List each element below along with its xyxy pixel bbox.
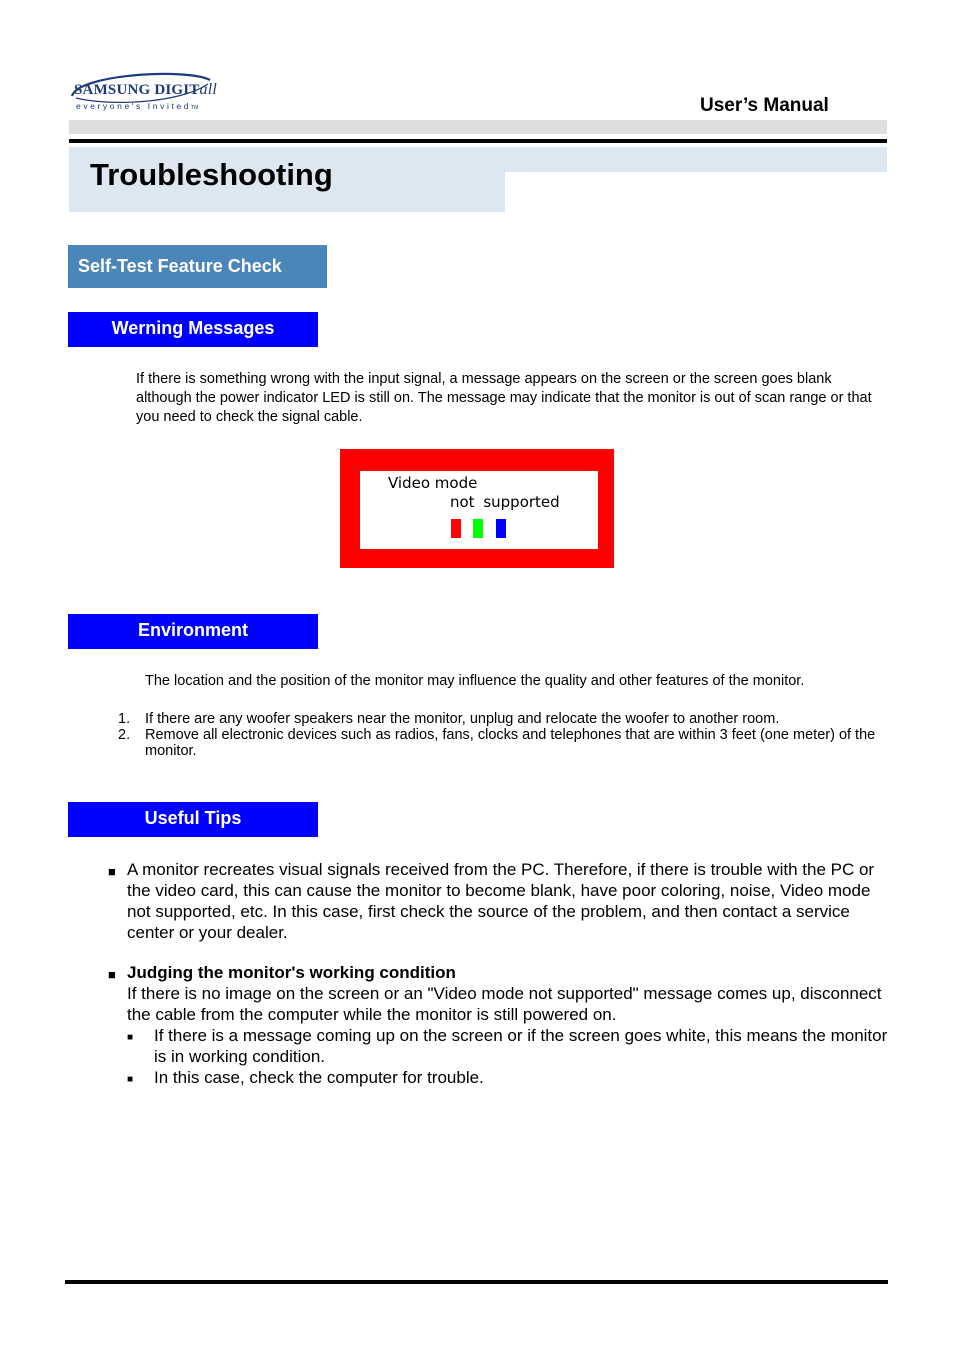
header-gray-bar [69,120,887,134]
title-background-notch [505,172,519,186]
tip-item [108,859,888,943]
warning-message-box [360,471,598,549]
header-rule [69,139,887,143]
red-swatch [451,519,461,538]
list-text: Remove all electronic devices such as radios, fans, clocks and telephones that are within 3 feet (one meter) of the monitor. [145,727,876,759]
environment-list [110,711,890,759]
sub-tip-text: If there is a message coming up on the screen or if the screen goes white, this means the monitor is in working condition. [154,1026,888,1066]
logo-brand: SAMSUNG DIGITall [74,81,218,98]
tip-text: A monitor recreates visual signals received from the PC. Therefore, if there is trouble with the PC or the video card, this can cause the monitor to become blank, have poor coloring, noise, Video mode not supported, etc. In this case, first check the source of the problem, and then contact a service center or your dealer. [127,860,875,942]
samsung-logo [68,70,218,116]
logo-tagline: everyone's InvitedTM [76,101,199,111]
sub-header-environment: Environment [68,614,318,649]
logo-tm: TM [191,105,199,111]
list-item [110,711,890,727]
warning-description: If there is something wrong with the input signal, a message appears on the screen or the screen goes blank although the power indicator LED is still on. The message may indicate that the monitor is out of scan range or that you need to check the signal cable. [136,371,872,425]
warning-message-line1: Video mode [388,474,478,492]
sub-tip-text: In this case, check the computer for trouble. [154,1068,484,1087]
list-number: 1. [118,711,131,727]
page-title: Troubleshooting [90,157,333,192]
sub-header-useful-tips: Useful Tips [68,802,318,837]
title-background-right [505,147,887,172]
warning-message-line2: not supported [450,493,560,511]
sub-tip-item [127,1025,888,1067]
bullet-icon: ■ [127,1032,134,1043]
bullet-icon: ■ [108,864,116,879]
sub-tip-item [127,1067,888,1088]
useful-tips-list [108,859,888,1088]
green-swatch [473,519,483,538]
list-text: If there are any woofer speakers near the monitor, unplug and relocate the woofer to another room. [145,711,780,727]
manual-label: User’s Manual [700,95,829,116]
list-item [110,727,890,759]
bullet-icon: ■ [108,967,116,982]
section-header-self-test: Self-Test Feature Check [68,245,327,288]
list-number: 2. [118,727,131,743]
tip-text: If there is no image on the screen or an "Video mode not supported" message comes up, disconnect the cable from the computer while the monitor is still powered on. [127,984,882,1024]
environment-intro: The location and the position of the monitor may influence the quality and other features of the monitor. [145,673,805,689]
blue-swatch [496,519,506,538]
sub-header-warning-messages: Werning Messages [68,312,318,347]
tip-item [108,962,888,1088]
footer-rule [65,1280,888,1284]
logo-brand-suffix: all [199,81,218,98]
video-mode-warning-image [340,449,614,568]
bullet-icon: ■ [127,1074,134,1085]
tip-title: Judging the monitor's working condition [127,963,456,982]
